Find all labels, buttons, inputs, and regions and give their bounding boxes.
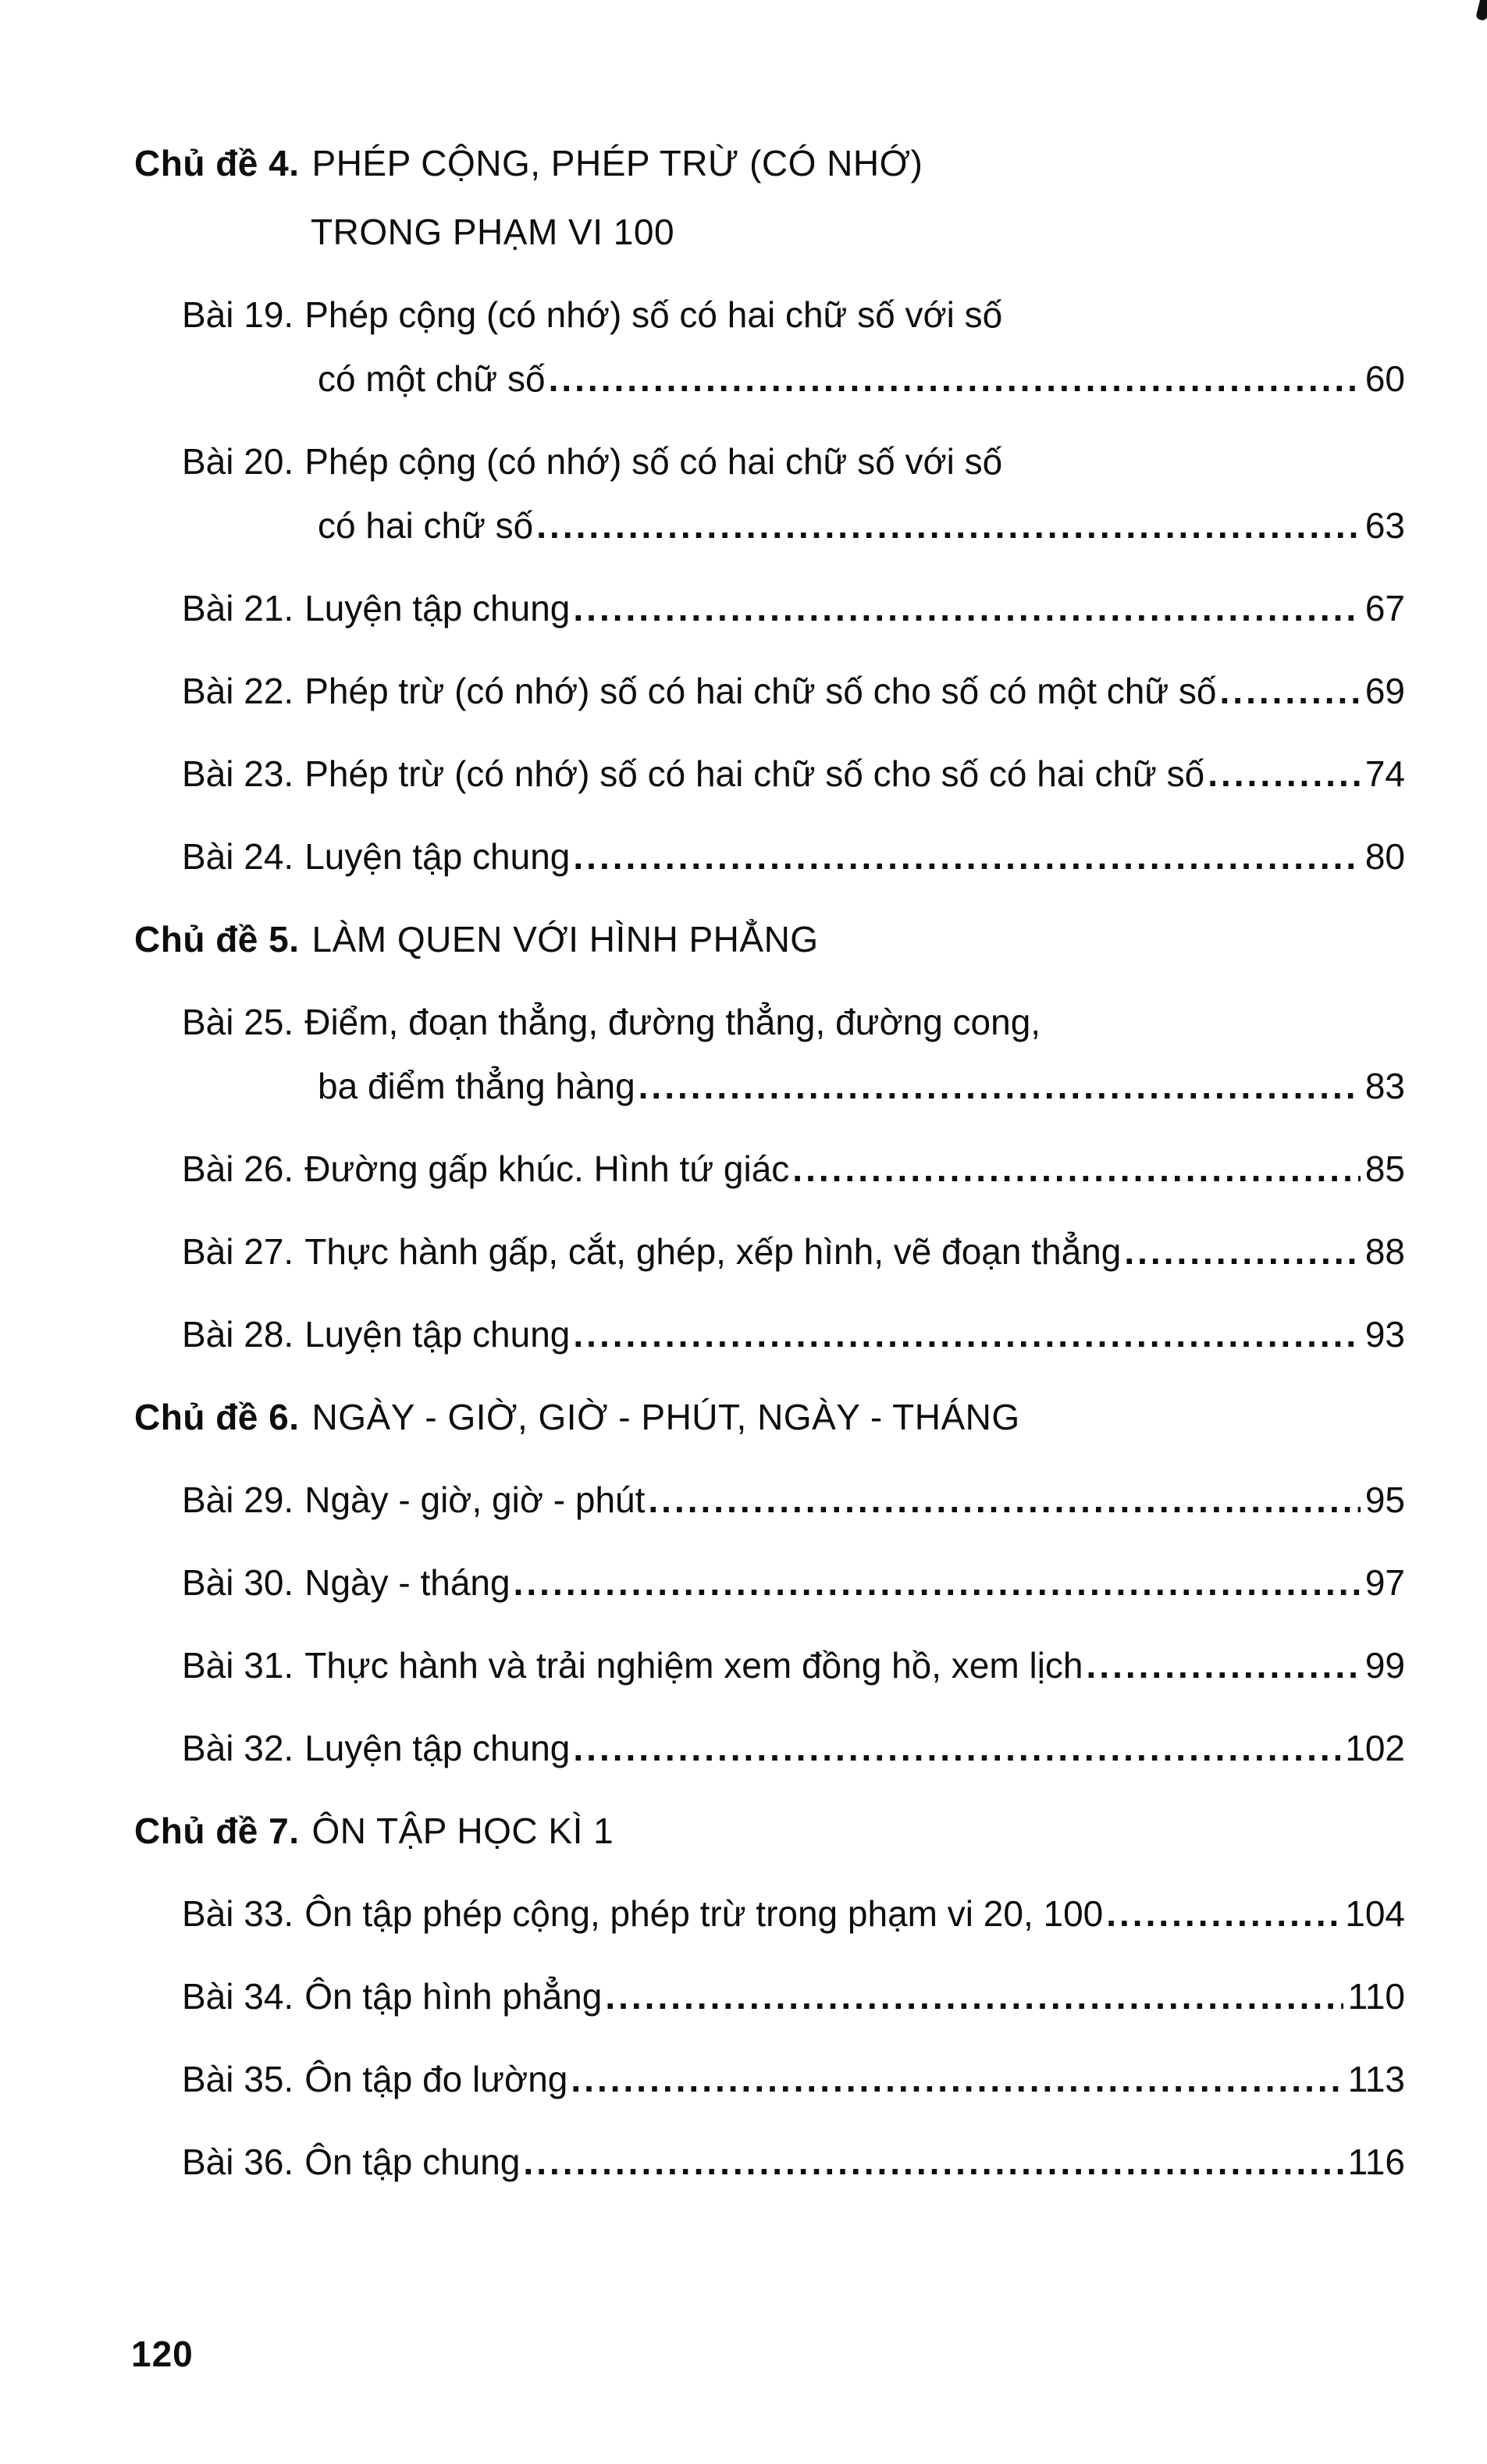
entry-label: Bài 21. [182, 588, 294, 628]
entry-title: Luyện tập chung [304, 588, 571, 628]
entry-title: Luyện tập chung [304, 1314, 571, 1355]
entry-label: Bài 34. [182, 1976, 294, 2017]
toc-entry [182, 668, 1405, 714]
dot-leader [605, 1974, 1343, 2019]
toc-entry [182, 1725, 1405, 1771]
entry-label: Bài 20. [182, 441, 294, 482]
entry-title: Thực hành và trải nghiệm xem đồng hồ, xem lịch [304, 1645, 1083, 1686]
entry-page-number: 110 [1347, 1976, 1405, 2017]
entry-label: Bài 31. [182, 1645, 294, 1686]
toc-section-chu-de-4 [134, 141, 1405, 879]
dot-leader [549, 356, 1361, 401]
entry-title: Ôn tập phép cộng, phép trừ trong phạm vi 20, 100 [304, 1893, 1104, 1934]
toc-entry [182, 1560, 1405, 1605]
toc-entry [182, 2139, 1405, 2184]
entry-label: Bài 22. [182, 671, 294, 711]
toc-entry [182, 1312, 1405, 1357]
dot-leader [639, 1063, 1361, 1109]
entry-page-number: 104 [1345, 1893, 1405, 1934]
chapter-title: LÀM QUEN VỚI HÌNH PHẲNG [311, 919, 819, 960]
chapter-title-line2: TRONG PHẠM VI 100 [311, 212, 675, 252]
entry-page-number: 99 [1364, 1645, 1405, 1686]
entry-label: Bài 23. [182, 753, 294, 794]
chapter-heading [134, 1394, 1405, 1440]
entry-page-number: 88 [1364, 1231, 1405, 1272]
chapter-heading [134, 1808, 1405, 1853]
toc-entry [182, 1891, 1405, 1936]
entry-label: Bài 19. [182, 294, 294, 335]
dot-leader [571, 2056, 1343, 2102]
entry-title-continued: có hai chữ số [318, 505, 534, 546]
toc-entry-continuation [318, 356, 1405, 401]
dot-leader [1106, 1891, 1340, 1936]
toc-entry [182, 1229, 1405, 1274]
entry-title: Phép cộng (có nhớ) số có hai chữ số với số [304, 294, 1003, 335]
entry-label: Bài 29. [182, 1479, 294, 1520]
entry-title: Ngày - tháng [304, 1562, 510, 1603]
entry-title-continued: có một chữ số [318, 358, 546, 399]
entry-title: Ôn tập đo lường [304, 2059, 568, 2099]
toc-entry [182, 292, 1405, 337]
dot-leader [648, 1477, 1360, 1522]
toc-entry [182, 999, 1405, 1045]
chapter-heading [134, 141, 1405, 186]
entry-title: Thực hành gấp, cắt, ghép, xếp hình, vẽ đoạn thẳng [304, 1231, 1122, 1272]
entry-page-number: 113 [1347, 2059, 1405, 2099]
entry-title: Điểm, đoạn thẳng, đường thẳng, đường cong, [304, 1002, 1041, 1042]
chapter-title: PHÉP CỘNG, PHÉP TRỪ (CÓ NHỚ) [311, 143, 923, 183]
entry-label: Bài 25. [182, 1002, 294, 1042]
entry-title: Đường gấp khúc. Hình tứ giác [304, 1148, 790, 1189]
entry-title: Ngày - giờ, giờ - phút [304, 1479, 646, 1520]
entry-page-number: 95 [1364, 1479, 1405, 1520]
entry-page-number: 93 [1364, 1314, 1405, 1355]
chapter-label: Chủ đề 5. [134, 919, 300, 960]
entry-page-number: 83 [1364, 1066, 1405, 1106]
dot-leader [514, 1560, 1361, 1605]
toc-section-chu-de-5 [134, 917, 1405, 1357]
toc-entry-continuation [318, 1063, 1405, 1109]
entry-label: Bài 32. [182, 1728, 294, 1768]
entry-label: Bài 33. [182, 1893, 294, 1934]
entry-label: Bài 30. [182, 1562, 294, 1603]
toc-entry [182, 1643, 1405, 1688]
toc-entry [182, 2056, 1405, 2102]
entry-label: Bài 36. [182, 2142, 294, 2182]
toc-entry [182, 1477, 1405, 1522]
entry-title: Luyện tập chung [304, 836, 571, 877]
entry-title: Ôn tập chung [304, 2142, 521, 2182]
entry-label: Bài 35. [182, 2059, 294, 2099]
entry-label: Bài 28. [182, 1314, 294, 1355]
entry-label: Bài 27. [182, 1231, 294, 1272]
entry-page-number: 97 [1364, 1562, 1405, 1603]
dot-leader [573, 834, 1360, 879]
toc-entry-continuation [318, 503, 1405, 548]
dot-leader [1124, 1229, 1360, 1274]
entry-page-number: 67 [1364, 588, 1405, 628]
entry-page-number: 80 [1364, 836, 1405, 877]
entry-page-number: 74 [1364, 753, 1405, 794]
chapter-title: ÔN TẬP HỌC KÌ 1 [311, 1811, 614, 1851]
dot-leader [573, 586, 1360, 631]
chapter-title: NGÀY - GIỜ, GIỜ - PHÚT, NGÀY - THÁNG [311, 1397, 1020, 1437]
entry-title: Phép cộng (có nhớ) số có hai chữ số với số [304, 441, 1003, 482]
toc-entry [182, 751, 1405, 796]
entry-page-number: 69 [1364, 671, 1405, 711]
toc-entry [182, 834, 1405, 879]
chapter-label: Chủ đề 7. [134, 1811, 300, 1851]
toc-entry [182, 439, 1405, 484]
toc-section-chu-de-6 [134, 1394, 1405, 1771]
entry-title-continued: ba điểm thẳng hàng [318, 1066, 635, 1106]
toc-entry [182, 1146, 1405, 1191]
dot-leader [573, 1312, 1360, 1357]
entry-label: Bài 26. [182, 1148, 294, 1189]
chapter-label: Chủ đề 4. [134, 143, 300, 183]
entry-title: Luyện tập chung [304, 1728, 571, 1768]
toc-section-chu-de-7 [134, 1808, 1405, 2184]
entry-title: Ôn tập hình phẳng [304, 1976, 603, 2017]
dot-leader [523, 2139, 1343, 2184]
dot-leader [573, 1725, 1340, 1771]
toc-entry [182, 586, 1405, 631]
entry-page-number: 63 [1364, 505, 1405, 546]
entry-title: Phép trừ (có nhớ) số có hai chữ số cho số có một chữ số [304, 671, 1217, 711]
entry-label: Bài 24. [182, 836, 294, 877]
entry-page-number: 102 [1345, 1728, 1405, 1768]
entry-page-number: 60 [1364, 358, 1405, 399]
dot-leader [536, 503, 1361, 548]
chapter-label: Chủ đề 6. [134, 1397, 300, 1437]
chapter-heading [134, 917, 1405, 962]
dot-leader [1087, 1643, 1361, 1688]
dot-leader [1220, 668, 1361, 714]
toc-entry [182, 1974, 1405, 2019]
dot-leader [792, 1146, 1361, 1191]
dot-leader [1208, 751, 1361, 796]
entry-page-number: 116 [1347, 2142, 1405, 2182]
page-number: 120 [131, 2334, 194, 2374]
entry-title: Phép trừ (có nhớ) số có hai chữ số cho số có hai chữ số [304, 753, 1205, 794]
entry-page-number: 85 [1364, 1148, 1405, 1189]
